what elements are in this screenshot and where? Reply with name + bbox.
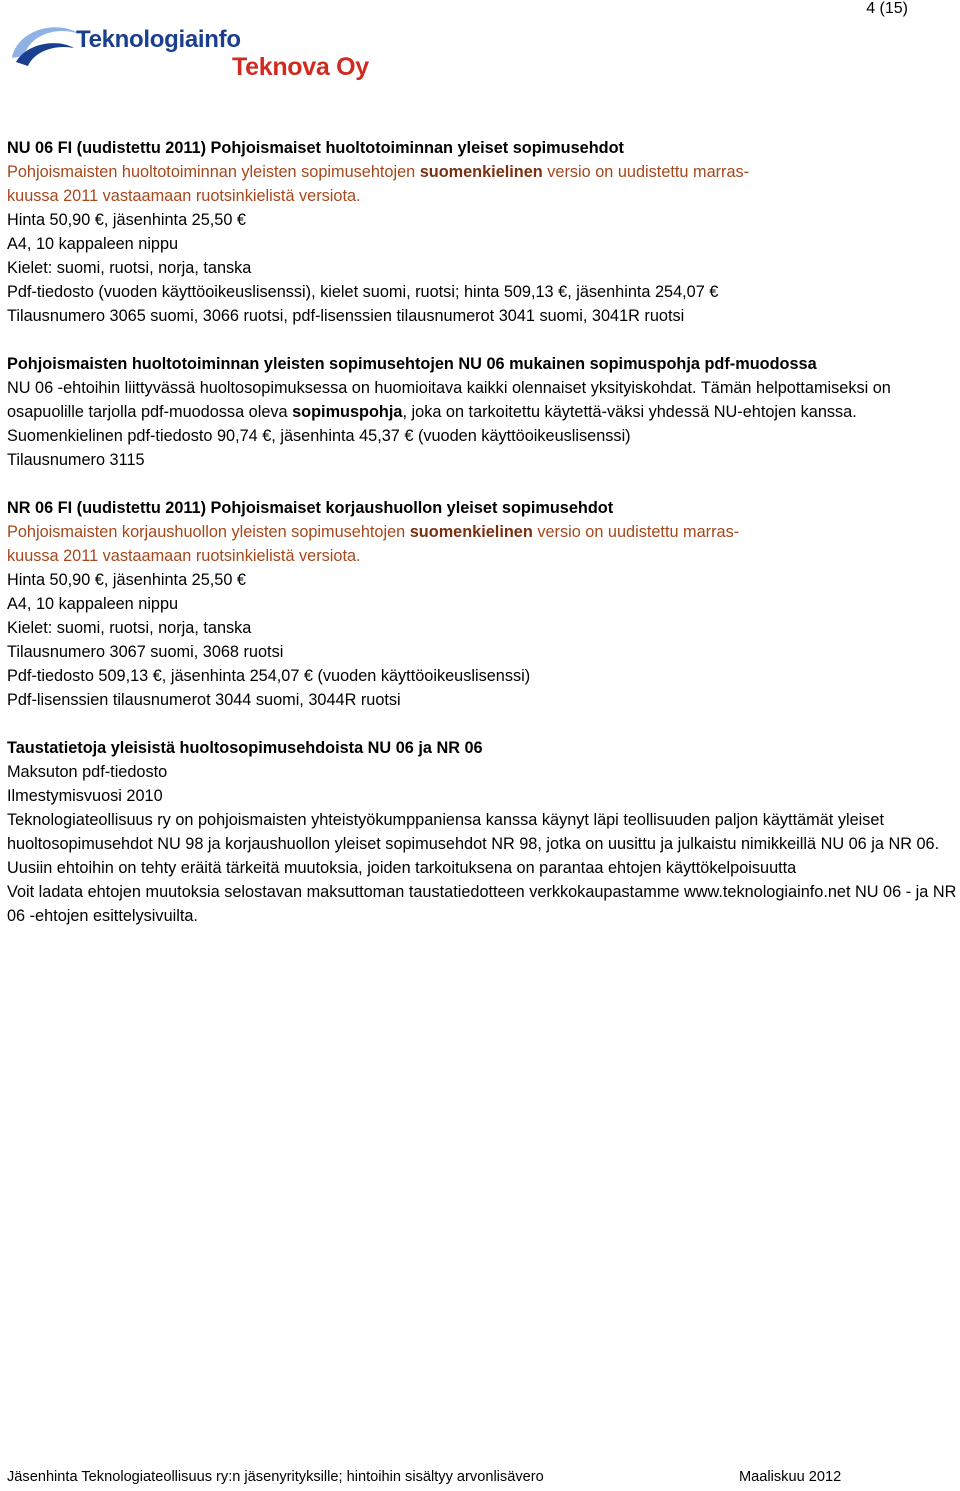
section-3-pdf-info: Pdf-tiedosto 509,13 €, jäsenhinta 254,07 € (vuoden käyttöoikeuslisenssi): [7, 667, 531, 685]
section-3-pdf-order-numbers: Pdf-lisenssien tilausnumerot 3044 suomi, 3044R ruotsi: [7, 691, 401, 709]
logo-line-1: Teknologiainfo: [76, 26, 241, 53]
section-1-title: NU 06 FI (uudistettu 2011) Pohjoismaiset huoltotoiminnan yleiset sopimusehdot: [7, 139, 624, 157]
section-3-price: Hinta 50,90 €, jäsenhinta 25,50 €: [7, 571, 246, 589]
section-4-year: Ilmestymisvuosi 2010: [7, 787, 163, 805]
section-3-order-numbers: Tilausnumero 3067 suomi, 3068 ruotsi: [7, 643, 284, 661]
section-2-paragraph: NU 06 -ehtoihin liittyvässä huoltosopimuksessa on huomioitava kaikki olennaiset yksityiskohdat. Tämän helpottamiseksi on osapuolille tarjolla pdf-muodossa oleva sopimuspohja, joka on tarkoitettu käytettä-väksi yhdessä NU-ehtojen kanssa.: [7, 379, 891, 421]
section-3-intro-line-2: kuussa 2011 vastaamaan ruotsinkielistä versiota.: [7, 547, 361, 565]
section-1-intro-line-2: kuussa 2011 vastaamaan ruotsinkielistä versiota.: [7, 187, 361, 205]
section-3-title: NR 06 FI (uudistettu 2011) Pohjoismaiset korjaushuollon yleiset sopimusehdot: [7, 499, 614, 517]
section-4-paragraph-2: Voit ladata ehtojen muutoksia selostavan maksuttoman taustatiedotteen verkkokaupastamme www.teknologiainfo.net NU 06 - ja NR 06 -ehtojen esittelysivuilta.: [7, 883, 957, 925]
section-1-languages: Kielet: suomi, ruotsi, norja, tanska: [7, 259, 252, 277]
section-2-title: Pohjoismaisten huoltotoiminnan yleisten sopimusehtojen NU 06 mukainen sopimuspohja pdf-muodossa: [7, 355, 817, 373]
footer-note: Jäsenhinta Teknologiateollisuus ry:n jäsenyrityksille; hintoihin sisältyy arvonlisävero: [7, 1469, 544, 1485]
section-2-order-number: Tilausnumero 3115: [7, 451, 145, 469]
section-4-free-pdf: Maksuton pdf-tiedosto: [7, 763, 168, 781]
section-4-title: Taustatietoja yleisistä huoltosopimusehdoista NU 06 ja NR 06: [7, 739, 483, 757]
section-3-intro-line-1: Pohjoismaisten korjaushuollon yleisten sopimusehtojen suomenkielinen versio on uudistettu marras-: [7, 523, 740, 541]
section-1-intro-line-1: Pohjoismaisten huoltotoiminnan yleisten sopimusehtojen suomenkielinen versio on uudistettu marras-: [7, 163, 750, 181]
logo-swoosh-icon: [6, 14, 86, 84]
section-1-format: A4, 10 kappaleen nippu: [7, 235, 179, 253]
document-body: [7, 136, 959, 928]
section-3-languages: Kielet: suomi, ruotsi, norja, tanska: [7, 619, 252, 637]
section-1-order-numbers: Tilausnumero 3065 suomi, 3066 ruotsi, pdf-lisenssien tilausnumerot 3041 suomi, 3041R ruotsi: [7, 307, 685, 325]
logo-line-2: Teknova Oy: [232, 53, 369, 81]
section-4-paragraph-1: Teknologiateollisuus ry on pohjoismaisten yhteistyökumppaniensa kanssa käynyt läpi teollisuuden paljon käyttämät yleiset huoltosopimusehdot NU 98 ja korjaushuollon yleiset sopimusehdot NR 98, jotka on uusittu ja julkaistu nimikkeillä NU 06 ja NR 06. Uusiin ehtoihin on tehty eräitä tärkeitä muutoksia, joiden tarkoituksena on parantaa ehtojen käyttökelpoisuutta: [7, 811, 940, 877]
section-3-format: A4, 10 kappaleen nippu: [7, 595, 179, 613]
footer-date: Maaliskuu 2012: [739, 1469, 842, 1485]
teknologiainfo-logo: [6, 14, 386, 84]
section-1-pdf-info: Pdf-tiedosto (vuoden käyttöoikeuslisenssi), kielet suomi, ruotsi; hinta 509,13 €, jäsenhinta 254,07 €: [7, 283, 719, 301]
section-1-price: Hinta 50,90 €, jäsenhinta 25,50 €: [7, 211, 246, 229]
page-number: 4 (15): [866, 0, 908, 17]
section-2-price: Suomenkielinen pdf-tiedosto 90,74 €, jäsenhinta 45,37 € (vuoden käyttöoikeuslisenssi): [7, 427, 631, 445]
